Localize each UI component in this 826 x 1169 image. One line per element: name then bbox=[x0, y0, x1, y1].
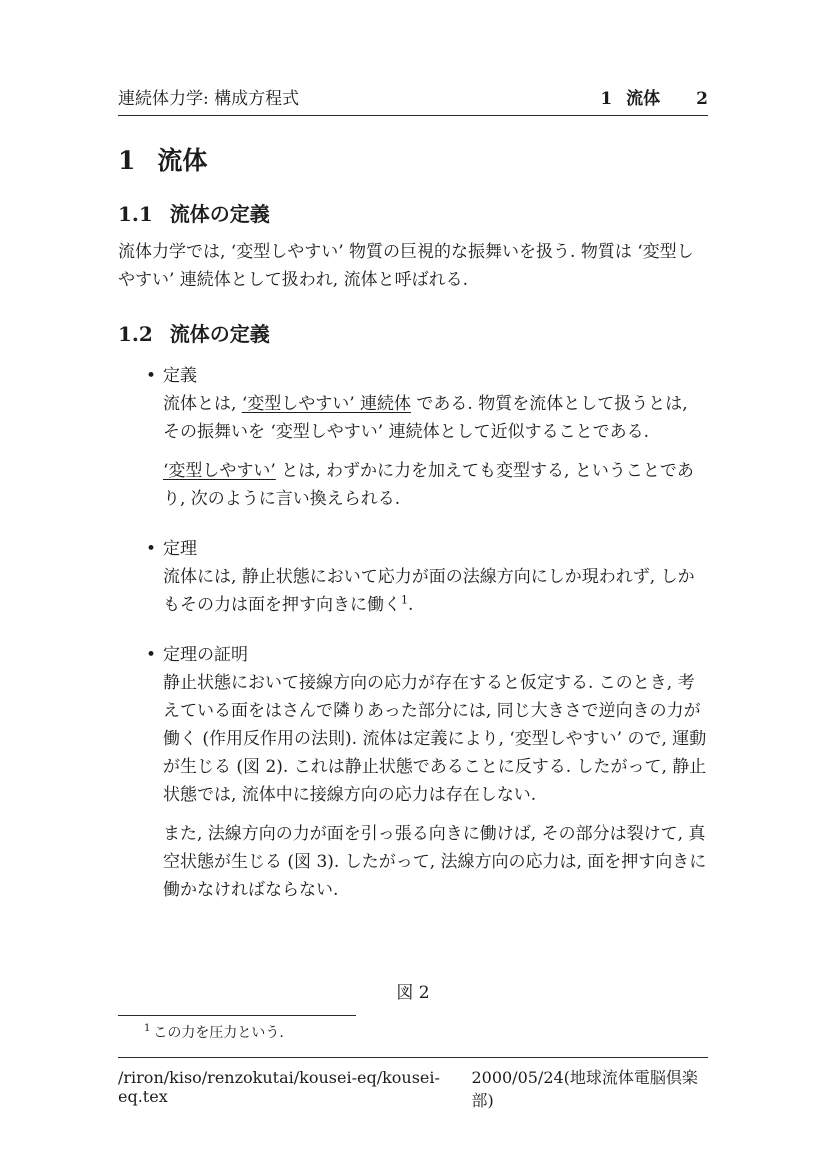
theorem-paragraph bbox=[163, 563, 708, 619]
footer-file-path: /riron/kiso/renzokutai/kousei-eq/kousei-eq.tex bbox=[118, 1068, 440, 1106]
item-label-proof: • 定理の証明 bbox=[163, 645, 248, 665]
text-segment: である. 物質を流体として扱うとは, その振舞いを ‘変型しやすい’ 連続体として近似することである. bbox=[163, 394, 688, 442]
footer-rule bbox=[118, 1057, 708, 1058]
figure-caption: 図 2 bbox=[396, 983, 430, 1003]
item-label-definition: • 定義 bbox=[163, 366, 197, 386]
list-item-proof bbox=[163, 641, 708, 904]
footnote-rule bbox=[118, 1015, 356, 1016]
page-footer bbox=[118, 1057, 708, 1111]
footnote-body: この力を圧力という. bbox=[153, 1025, 284, 1041]
footer-row bbox=[118, 1065, 708, 1111]
subsection-1-1-title: 流体の定義 bbox=[169, 202, 270, 226]
footer-date: 2000/05/24(地球流体電脳倶楽部) bbox=[471, 1068, 698, 1110]
list-item-theorem bbox=[163, 535, 708, 619]
subsection-1-2-heading bbox=[118, 322, 708, 346]
definition-paragraph-1 bbox=[163, 390, 708, 446]
intro-paragraph: 流体力学では, ‘変型しやすい’ 物質の巨視的な振舞いを扱う. 物質は ‘変型しやすい’ 連続体として扱われ, 流体と呼ばれる. bbox=[118, 242, 694, 290]
text-segment: 流体には, 静止状態において応力が面の法線方向にしか現われず, しかもその力は面を押す向きに働く bbox=[163, 567, 695, 615]
definition-list bbox=[118, 362, 708, 904]
section-heading bbox=[118, 146, 708, 176]
page-header bbox=[118, 88, 708, 110]
subsection-1-1-number: 1.1 bbox=[118, 202, 153, 226]
footnote-reference: 1 bbox=[401, 593, 408, 607]
subsection-1-1-heading bbox=[118, 202, 708, 226]
section-title: 流体 bbox=[157, 146, 208, 175]
proof-paragraph-1: 静止状態において接線方向の応力が存在すると仮定する. このとき, 考えている面をはさんで隣りあった部分には, 同じ大きさで逆向きの力が働く (作用反作用の法則). 流体は定義により, ‘変型しやすい’ ので, 運動が生じる (図 2). これは静止状態であることに反する. したがって, 静止状態では, 流体中に接線方向の応力は存在しない. bbox=[163, 673, 707, 805]
underlined-term: ‘変型しやすい’ bbox=[163, 461, 276, 481]
header-section-number: 1 bbox=[600, 89, 613, 109]
subsection-1-2-title: 流体の定義 bbox=[169, 322, 270, 346]
header-document-title: 連続体力学: 構成方程式 bbox=[118, 89, 300, 109]
text-segment: . bbox=[408, 595, 414, 615]
proof-paragraph-2: また, 法線方向の力が面を引っ張る向きに働けば, その部分は裂けて, 真空状態が生じる (図 3). したがって, 法線方向の応力は, 面を押す向きに働かなければならない. bbox=[163, 824, 707, 900]
header-section-title: 流体 bbox=[626, 89, 661, 109]
underlined-term: ‘変型しやすい’ 連続体 bbox=[241, 394, 412, 414]
section-number: 1 bbox=[118, 146, 136, 175]
header-rule bbox=[118, 115, 708, 116]
text-segment: とは, わずかに力を加えても変型する, ということであり, 次のように言い換えられる. bbox=[163, 461, 694, 509]
text-segment: 流体とは, bbox=[163, 394, 242, 414]
header-right bbox=[600, 88, 708, 110]
definition-paragraph-2 bbox=[163, 457, 708, 513]
subsection-1-2-number: 1.2 bbox=[118, 322, 153, 346]
item-label-theorem: • 定理 bbox=[163, 539, 197, 559]
list-item-definition bbox=[163, 362, 708, 513]
footnote-text bbox=[118, 1022, 708, 1042]
footnote-area bbox=[118, 1015, 708, 1042]
header-page-number: 2 bbox=[696, 89, 708, 109]
footnote-marker: 1 bbox=[144, 1023, 151, 1035]
